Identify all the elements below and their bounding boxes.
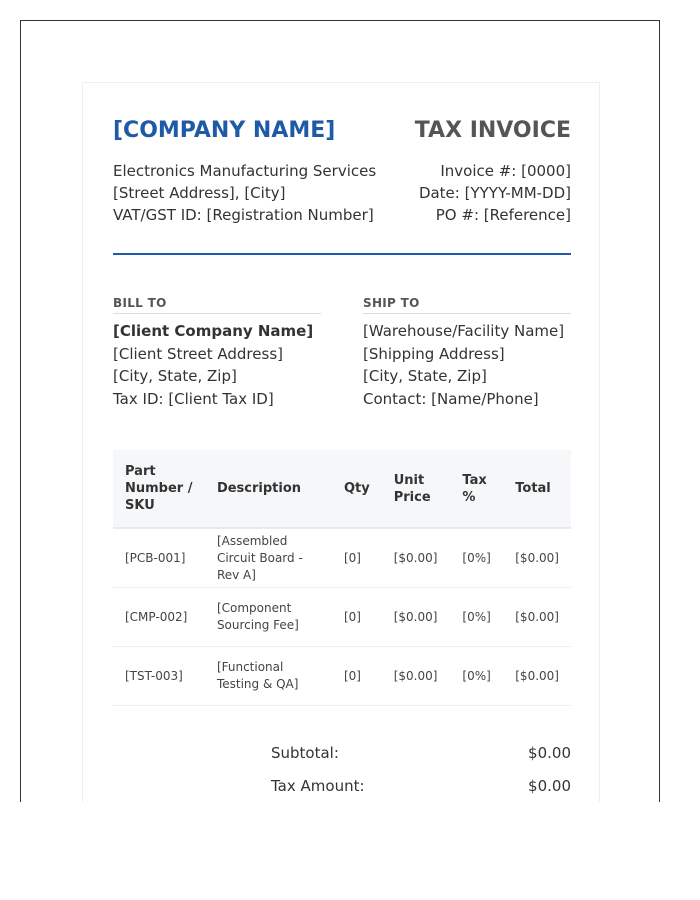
bill-to-line: [Client Street Address] — [113, 344, 283, 363]
line-items-table — [113, 450, 571, 706]
cell-qty: [0] — [332, 588, 382, 647]
subtotal-value: $0.00 — [528, 744, 571, 762]
page-frame — [20, 20, 660, 802]
company-tagline: Electronics Manufacturing Services — [113, 162, 377, 180]
cell-sku: [TST-003] — [113, 647, 205, 706]
invoice-header — [113, 113, 571, 149]
ship-to-heading: SHIP TO — [363, 296, 571, 314]
ship-to-line: [Shipping Address] — [363, 344, 505, 363]
table-row — [113, 528, 571, 588]
column-header-total: Total — [503, 450, 571, 528]
header-divider — [113, 253, 571, 255]
address-section — [113, 296, 571, 410]
company-details — [113, 160, 376, 226]
ship-to-block — [363, 296, 571, 410]
cell-tax: [0%] — [450, 528, 503, 588]
cell-sku: [CMP-002] — [113, 588, 205, 647]
subtotal-row — [271, 742, 571, 764]
column-header-unit-price: Unit Price — [382, 450, 451, 528]
ship-to-line: [Warehouse/Facility Name] — [363, 322, 565, 340]
invoice-sheet — [82, 82, 600, 802]
cell-unit-price: [$0.00] — [382, 528, 451, 588]
invoice-content — [113, 113, 571, 802]
cell-total: [$0.00] — [503, 528, 571, 588]
ship-to-line: [City, State, Zip] — [363, 367, 487, 385]
company-address: [Street Address], [City] — [113, 184, 286, 202]
cell-total: [$0.00] — [503, 647, 571, 706]
column-header-tax: Tax % — [450, 450, 503, 528]
tax-amount-value: $0.00 — [528, 777, 571, 795]
cell-unit-price: [$0.00] — [382, 588, 451, 647]
invoice-subheader — [113, 160, 571, 226]
cell-sku: [PCB-001] — [113, 528, 205, 588]
bill-to-heading: BILL TO — [113, 296, 321, 314]
column-header-sku: Part Number / SKU — [113, 450, 205, 528]
ship-to-line: Contact: [Name/Phone] — [363, 389, 539, 408]
cell-total: [$0.00] — [503, 588, 571, 647]
cell-description: [Functional Testing & QA] — [205, 647, 332, 706]
invoice-date: Date: [YYYY-MM-DD] — [418, 184, 571, 202]
tax-amount-row — [271, 775, 571, 797]
cell-qty: [0] — [332, 647, 382, 706]
bill-to-line: Tax ID: [Client Tax ID] — [113, 389, 274, 408]
cell-description: [Assembled Circuit Board - Rev A] — [205, 528, 332, 588]
table-row — [113, 588, 571, 647]
totals-section — [271, 742, 571, 797]
invoice-po: PO #: [Reference] — [435, 206, 571, 224]
bill-to-line: [City, State, Zip] — [113, 367, 237, 385]
bill-to-block — [113, 296, 321, 410]
invoice-number: Invoice #: [0000] — [440, 162, 571, 180]
cell-tax: [0%] — [450, 588, 503, 647]
column-header-description: Description — [205, 450, 332, 528]
table-header-row — [113, 450, 571, 528]
cell-unit-price: [$0.00] — [382, 647, 451, 706]
invoice-details — [419, 160, 571, 226]
cell-description: [Component Sourcing Fee] — [205, 588, 332, 647]
cell-tax: [0%] — [450, 647, 503, 706]
tax-amount-label: Tax Amount: — [271, 777, 365, 795]
column-header-qty: Qty — [332, 450, 382, 528]
subtotal-label: Subtotal: — [271, 744, 339, 762]
bill-to-line: [Client Company Name] — [113, 322, 314, 340]
invoice-title: TAX INVOICE — [414, 118, 571, 143]
company-vat: VAT/GST ID: [Registration Number] — [113, 206, 374, 224]
cell-qty: [0] — [332, 528, 382, 588]
company-name: [COMPANY NAME] — [113, 118, 336, 143]
table-row — [113, 647, 571, 706]
